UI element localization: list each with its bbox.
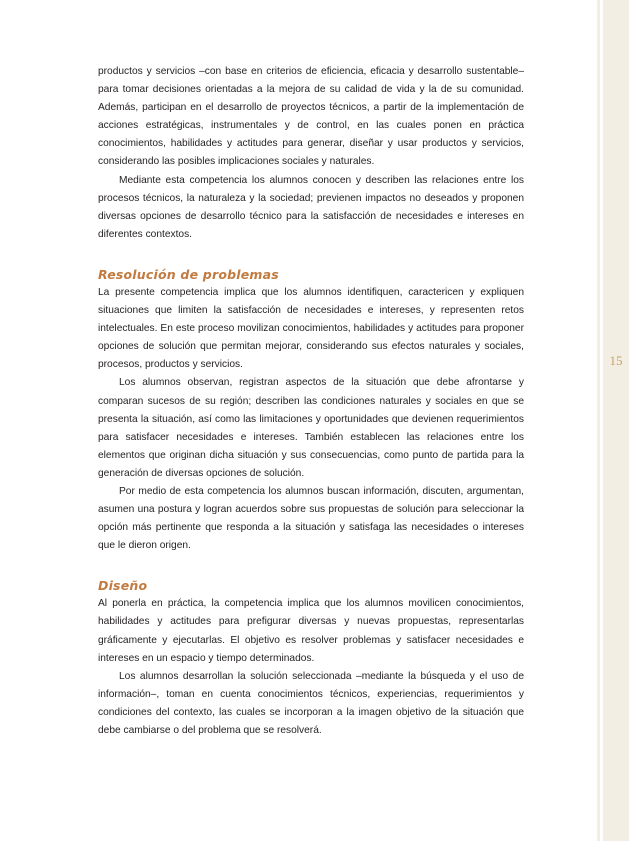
page-body [98,63,524,740]
section-diseno [98,577,524,740]
section-paragraph: Los alumnos observan, registran aspectos de la situación que debe afrontarse y comparan sucesos de su región; describen las condiciones naturales y sociales en que se presenta la situación, así como las limitaciones y oportunidades que devienen requerimientos para satisfacer necesidades e intereses. También establecen las relaciones entre los elementos que originan dicha situación y sus consecuencias, como punto de partida para la generación de diversas opciones de solución. [98,377,524,479]
page-number: 15 [609,353,623,368]
margin-stripe-thin [597,0,600,841]
section-resolucion-de-problemas [98,266,524,555]
section-paragraph: Los alumnos desarrollan la solución seleccionada –mediante la búsqueda y el uso de información–, toman en cuenta conocimientos técnicos, experiencias, requerimientos y condiciones del contexto, las cuales se incorporan a la imagen objetivo de la situación que debe cambiarse o del problema que se resolverá. [98,670,524,736]
section-paragraph: Por medio de esta competencia los alumnos buscan información, discuten, argumentan, asumen una postura y logran acuerdos sobre sus propuestas de solución para seleccionar la opción más pertinente que responda a la situación y satisfaga las necesidades o intereses que le dieron origen. [98,485,524,552]
margin-stripe-wide [603,0,629,841]
section-paragraph: Al ponerla en práctica, la competencia implica que los alumnos movilicen conocimientos, habilidades y actitudes para prefigurar diversas y nuevas propuestas, representarlas gráficamente y ejecutarlas. El objetivo es resolver problemas y satisfacer necesidades e intereses en un espacio y tiempo determinados. [98,598,524,664]
section-heading: Diseño [98,578,148,594]
intro-paragraph: productos y servicios –con base en criterios de eficiencia, eficacia y desarrollo sustentable– para tomar decisiones orientadas a la mejora de su calidad de vida y la de su comunidad. Además, participan en el desarrollo de proyectos técnicos, a partir de la implementación de acciones estratégicas, instrumentales y de control, en las cuales ponen en práctica conocimientos, habilidades y actitudes para generar, diseñar y usar productos y servicios, considerando las posibles implicaciones sociales y naturales. [98,66,524,168]
intro-paragraph: Mediante esta competencia los alumnos conocen y describen las relaciones entre los procesos técnicos, la naturaleza y la sociedad; previenen impactos no deseados y proponen diversas opciones de desarrollo técnico para la satisfacción de necesidades e intereses en diferentes contextos. [98,174,524,240]
section-heading: Resolución de problemas [98,266,279,282]
section-paragraph: La presente competencia implica que los alumnos identifiquen, caractericen y expliquen situaciones que limiten la satisfacción de necesidades e intereses, y representen retos intelectuales. En este proceso movilizan conocimientos, habilidades y actitudes para proponer opciones de solución que permitan mejorar, considerando sus efectos naturales y sociales, procesos, productos y servicios. [98,286,524,371]
